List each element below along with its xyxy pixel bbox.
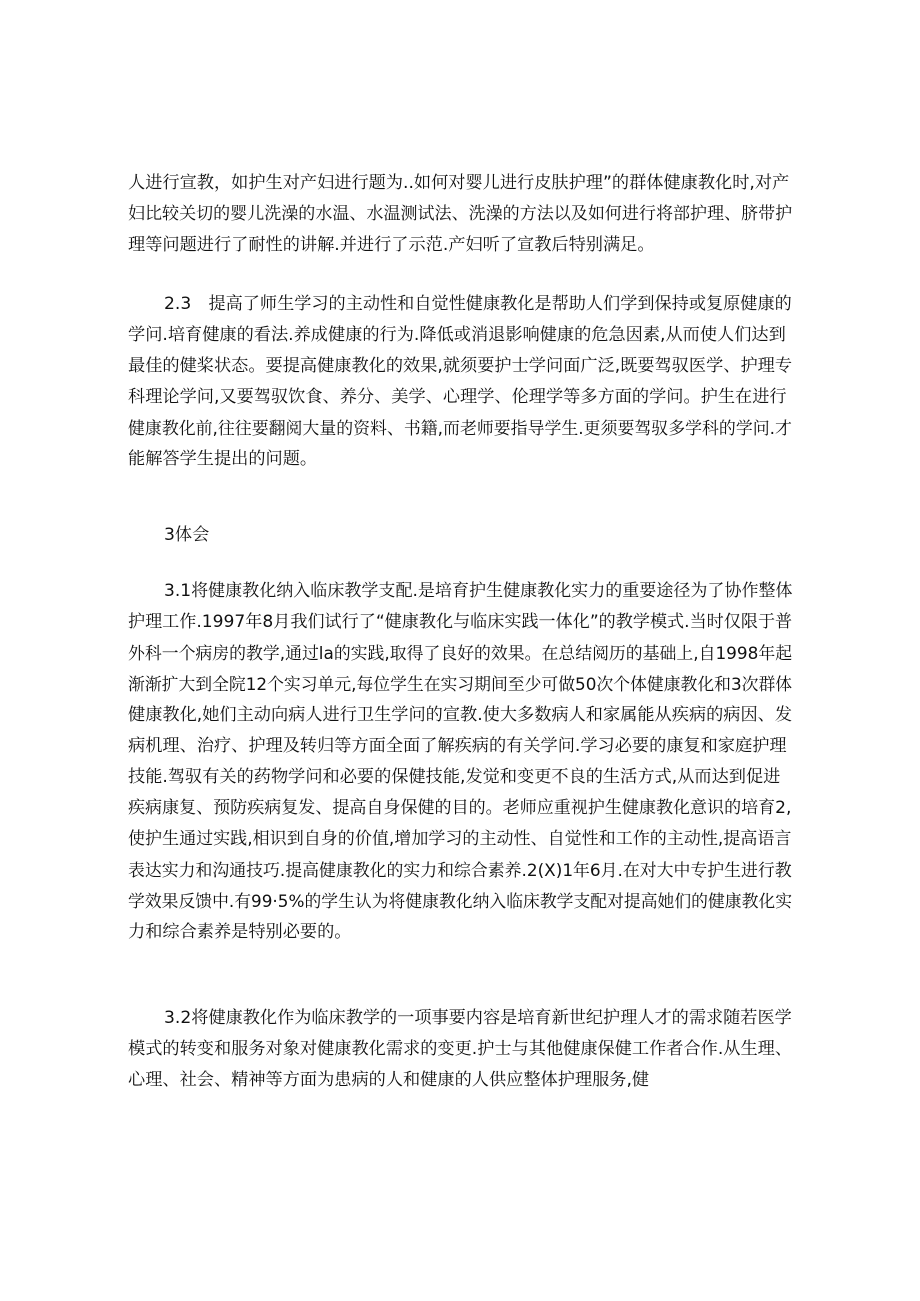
text-line: 渐渐扩大到全院12个实习单元,每位学生在实习期间至少可做50次个体健康教化和3次群体 xyxy=(128,674,793,694)
text-line: 表达实力和沟通技巧.提高健康教化的实力和综合素养.2(X)1年6月.在对大中专护生进行教 xyxy=(128,860,792,880)
text-line: 2.3 提高了师生学习的主动性和自觉性健康教化是帮助人们学到保持或复原健康的 xyxy=(164,294,792,314)
text-line: 心理、社会、精神等方面为患病的人和健康的人供应整体护理服务,健 xyxy=(128,1070,650,1090)
text-line: 3.2将健康教化作为临床教学的一项事要内容是培育新世纪护理人才的需求随若医学 xyxy=(164,1008,792,1028)
text-line: 外科一个病房的教学,通过la的实践,取得了良好的效果。在总结阅历的基础上,自1998年起 xyxy=(128,643,793,663)
text-line: 疾病康复、预防疾病复发、提高自身保健的目的。老师应重视护生健康教化意识的培育2, xyxy=(128,798,792,818)
text-line: 妇比较关切的婴儿洗澡的水温、水温测试法、洗澡的方法以及如何进行将部护理、脐带护 xyxy=(128,204,793,224)
section-heading-3 xyxy=(128,520,792,551)
text-line: 护理工作.1997年8月我们试行了“健康教化与临床实践一体化”的教学模式.当时仅限于普 xyxy=(128,612,793,632)
section-heading: 3体会 xyxy=(164,525,210,545)
paragraph-3-2 xyxy=(128,1003,792,1096)
text-line: 健康教化,她们主动向病人进行卫生学问的宣教.使大多数病人和家属能从疾病的病因、发 xyxy=(128,705,793,725)
paragraph-2-3 xyxy=(128,289,792,475)
text-line: 使护生通过实践,相识到自身的价值,增加学习的主动性、自觉性和工作的主动性,提高语言 xyxy=(128,829,792,849)
text-line: 最佳的健桨状态。要提高健康教化的效果,就须要护士学问面广泛,既要驾驭医学、护理专 xyxy=(128,356,793,376)
text-line: 学效果反馈中.有99·5%的学生认为将健康教化纳入临床教学支配对提高她们的健康教化实 xyxy=(128,891,793,911)
text-line: 学问.培育健康的看法.养成健康的行为.降低或消退影响健康的危急因素,从而使人们达到 xyxy=(128,325,786,345)
text-line: 模式的转变和服务对象对健康教化需求的变更.护士与其他健康保健工作者合作.从生理、 xyxy=(128,1039,793,1059)
text-line: 能解答学生提出的问题。 xyxy=(128,449,318,469)
text-line: 病机理、治疗、护理及转归等方面全面了解疾病的有关学问.学习必要的康复和家庭护理 xyxy=(128,736,787,756)
paragraph-1 xyxy=(128,168,792,261)
text-line: 健康教化前,往往要翻阅大量的资料、书籍,而老师要指导学生.更须要驾驭多学科的学问.才 xyxy=(128,418,792,438)
text-line: 力和综合素养是特别必要的。 xyxy=(128,922,352,942)
text-line: 科理论学问,又要驾驭饮食、养分、美学、心理学、伦理学等多方面的学问。护生在进行 xyxy=(128,387,787,407)
text-line: 理等问题进行了耐性的讲解.并进行了示范.产妇听了宣教后特别满足。 xyxy=(128,235,655,255)
text-line: 人进行宣教，如护生对产妇进行题为..如何对婴儿进行皮肤护理”的群体健康教化时,对产 xyxy=(128,173,790,193)
text-line: 技能.驾驭有关的药物学问和必要的保健技能,发觉和变更不良的生活方式,从而达到促进 xyxy=(128,767,781,787)
text-line: 3.1将健康教化纳入临床教学支配.是培育护生健康教化实力的重要途径为了协作整体 xyxy=(164,581,793,601)
paragraph-3-1 xyxy=(128,576,792,948)
